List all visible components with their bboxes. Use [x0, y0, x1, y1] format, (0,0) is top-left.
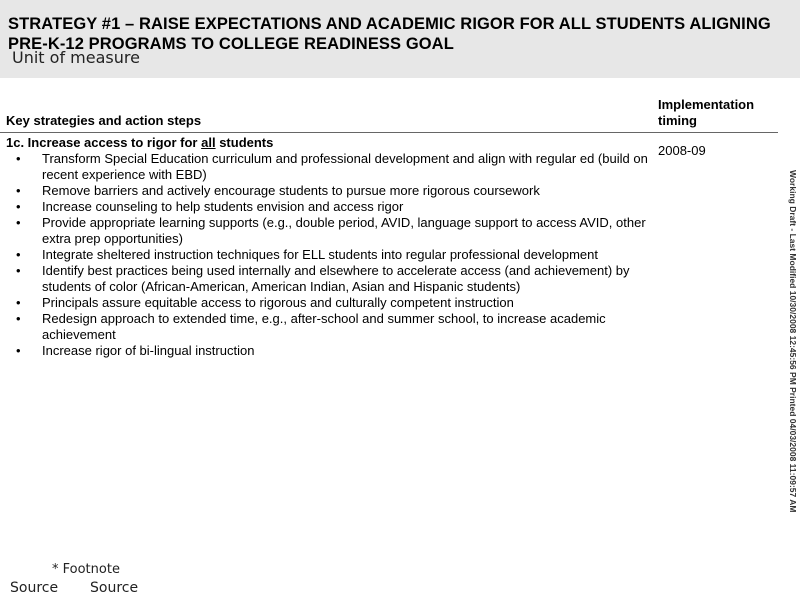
column-header-timing: Implementation timing [658, 97, 755, 128]
list-item: • Increase counseling to help students envision and access rigor [0, 199, 660, 215]
list-item: • Integrate sheltered instruction techniques for ELL students into regular professional development [0, 247, 660, 263]
section-heading [6, 135, 273, 151]
footnote: * Footnote [52, 562, 120, 577]
section-heading-suffix: students [215, 135, 274, 150]
list-item: • Identify best practices being used internally and elsewhere to accelerate access (and achievement) by students of color (African-American, American Indian, Asian and Hispanic students) [0, 263, 660, 295]
page-title: STRATEGY #1 – RAISE EXPECTATIONS AND ACADEMIC RIGOR FOR ALL STUDENTS ALIGNING PRE-K-12 PROGRAMS TO COLLEGE READINESS GOAL [8, 15, 771, 53]
header-divider [0, 132, 778, 133]
section-heading-emphasis: all [201, 135, 216, 150]
list-item: • Increase rigor of bi-lingual instruction [0, 343, 660, 359]
action-steps-list [0, 151, 660, 359]
section-heading-prefix: 1c. Increase access to rigor for [6, 135, 202, 150]
list-item: • Transform Special Education curriculum and professional development and align with regular ed (build on recent experience with EBD) [0, 151, 660, 183]
implementation-timing-value: 2008-09 [658, 143, 706, 158]
unit-of-measure: Unit of measure [12, 48, 140, 67]
column-header-strategies: Key strategies and action steps [6, 113, 202, 128]
source-label: Source [90, 580, 139, 596]
list-item: • Principals assure equitable access to rigorous and culturally competent instruction [0, 295, 660, 311]
draft-stamp: Working Draft - Last Modified 10/30/2008 12:45:56 PM Printed 04/03/2008 11:09:57 AM [788, 170, 798, 513]
list-item: • Remove barriers and actively encourage students to pursue more rigorous coursework [0, 183, 660, 199]
list-item: • Redesign approach to extended time, e.g., after-school and summer school, to increase academic achievement [0, 311, 660, 343]
source-label: Source [10, 580, 59, 596]
list-item: • Provide appropriate learning supports (e.g., double period, AVID, language support to access AVID, other extra prep opportunities) [0, 215, 660, 247]
